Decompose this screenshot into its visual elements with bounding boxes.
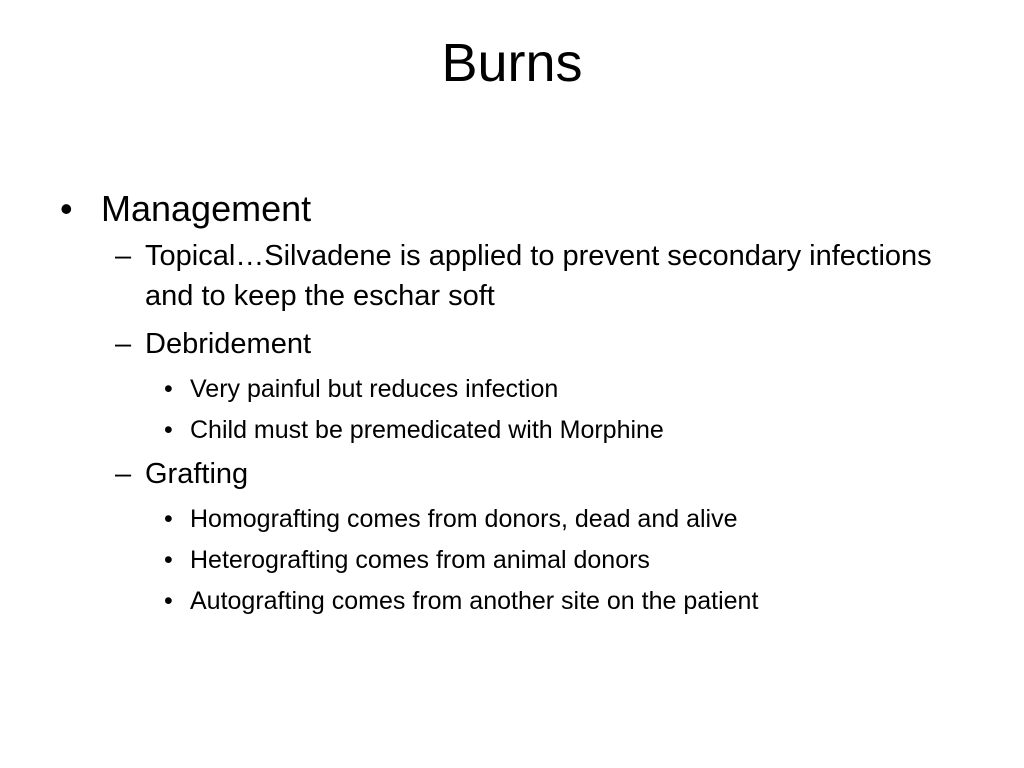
bullet-text: Heterografting comes from animal donors [190,546,650,574]
bullet-autografting [164,584,960,618]
slide-title: Burns [441,33,583,93]
bullet-dot-icon: • [164,416,173,444]
bullet-dash-icon: – [115,328,132,360]
bullet-dash-icon: – [115,458,132,490]
bullet-text: Very painful but reduces infection [190,375,559,403]
bullet-grafting [115,454,960,494]
bullet-text: Debridement [145,328,312,360]
bullet-dot-icon: • [164,587,173,615]
bullet-dot-icon: • [164,375,173,403]
bullet-premedicated [164,413,960,447]
bullet-dot-icon: • [164,546,173,574]
bullet-painful [164,372,960,406]
bullet-text: Child must be premedicated with Morphine [190,416,664,444]
bullet-dash-icon: – [115,240,132,272]
bullet-text: Homografting comes from donors, dead and alive [190,505,738,533]
bullet-text: Topical…Silvadene is applied to prevent secondary infections and to keep the eschar soft [145,240,932,312]
bullet-heterografting [164,543,960,577]
bullet-homografting [164,502,960,536]
slide-content [60,186,960,625]
bullet-text: Autografting comes from another site on the patient [190,587,759,615]
bullet-debridement [115,324,960,364]
bullet-text: Management [101,188,312,229]
bullet-topical [115,236,960,316]
bullet-dot-icon: • [60,188,73,229]
bullet-dot-icon: • [164,505,173,533]
bullet-management [60,186,960,232]
bullet-text: Grafting [145,458,249,490]
